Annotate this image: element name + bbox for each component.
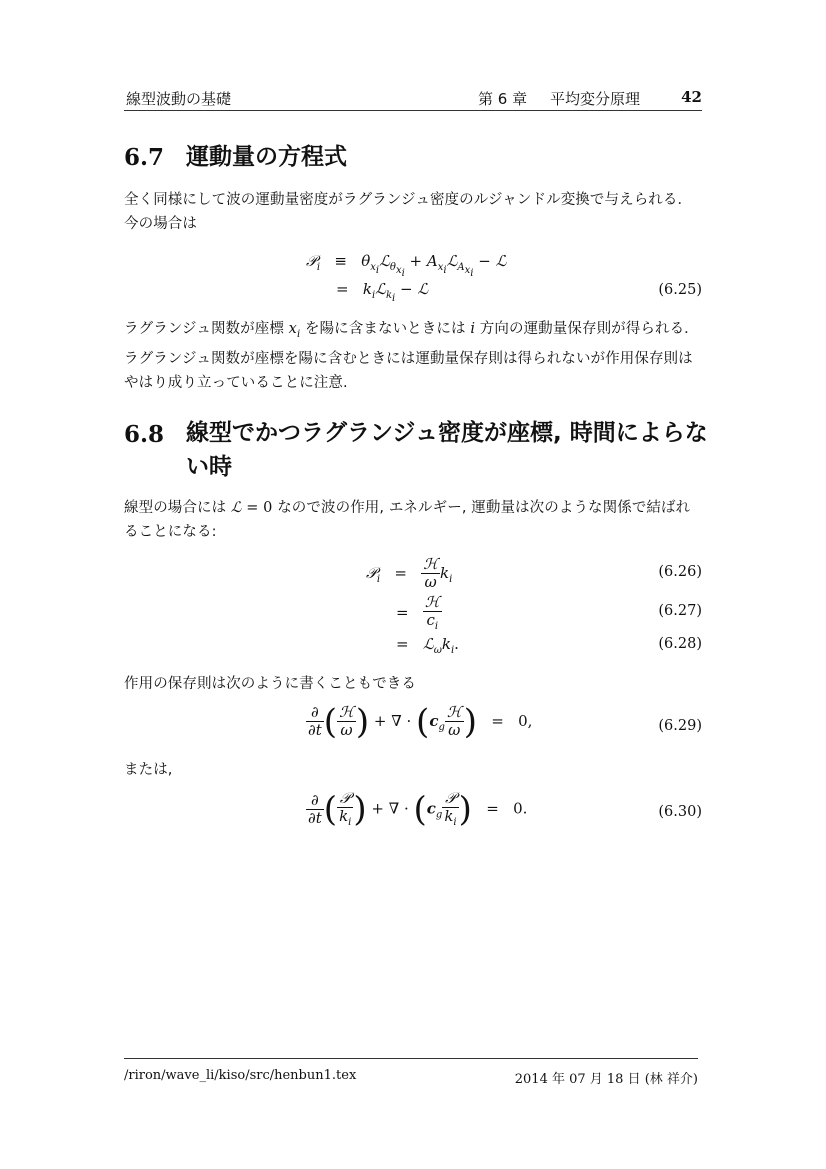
footer-date: 2014 年 07 月 18 日 (林 祥介)	[514, 1072, 698, 1087]
section-title-6-7: 運動量の方程式	[186, 144, 347, 170]
section-title-6-8-line1: 線型でかつラグランジュ密度が座標, 時間によらな	[186, 420, 708, 446]
equation-number-6-29: (6.29)	[658, 718, 702, 734]
section-title-6-8-line2: い時	[186, 454, 232, 480]
equation-6-25-line1: 𝒫$_i$ ≡ $\theta_{x_i}ℒ_{\theta_{x_i}}$ + $A_{x_i}ℒ_{A_{x_i}}$ − ℒ	[306, 252, 507, 279]
book-title: 線型波動の基礎	[126, 90, 232, 108]
chapter-title: 平均変分原理	[550, 90, 641, 108]
conservation-intro: 作用の保存則は次のように書くこともできる	[124, 676, 416, 692]
equation-6-29: $\frac{\partial}{\partial t}$ ( $\frac{\text{ℋ}}{\omega}$ ) + ∇ · ($c_g$ $\frac{\text{ℋ}}{\omega}$ ) = 0,	[308, 701, 533, 742]
equation-6-25-line2: = $k_iℒ_{k_i}$ − ℒ	[336, 280, 429, 304]
equation-number-6-30: (6.30)	[658, 804, 702, 820]
chapter-number: 第 6 章	[478, 90, 528, 108]
equation-6-26: 𝒫$_i$ = $\frac{\text{ℋ}}{\omega}$ $k_i$	[366, 555, 453, 592]
header-rule	[124, 110, 702, 111]
equation-number-6-25: (6.25)	[658, 282, 702, 298]
footer-rule	[124, 1058, 698, 1059]
running-header	[126, 88, 702, 110]
or-text: または,	[124, 762, 173, 778]
equation-number-6-26: (6.26)	[658, 564, 702, 580]
equation-6-27: = $\frac{\text{ℋ}}{c_i}$	[396, 593, 440, 633]
footer-path: /riron/wave_li/kiso/src/henbun1.tex	[124, 1068, 357, 1083]
section-6-7-after-equation: ラグランジュ関数が座標 $x_i$ を陽に含まないときには i 方向の運動量保存則が得られる．ラグランジュ関数が座標を陽に含むときには運動量保存則は得られないが作用保存則はやはり成り立っていることに注意.	[124, 321, 699, 391]
section-6-8-intro: 線型の場合には ℒ = 0 なので波の作用, エネルギー, 運動量は次のような関係で結ばれることになる:	[124, 500, 691, 540]
section-number-6-7: 6.7	[124, 144, 165, 171]
equation-number-6-28: (6.28)	[658, 636, 702, 652]
equation-6-30: $\frac{\partial}{\partial t}$ ( $\frac{\text{𝒫}}{k_i}$ ) + ∇ · ($c_g$ $\frac{\text{𝒫}}{k_i}$ ) = 0.	[308, 789, 528, 830]
section-number-6-8: 6.8	[124, 421, 165, 448]
page-number: 42	[681, 88, 702, 106]
equation-6-28: = $ℒ_\omega k_i$.	[396, 635, 459, 656]
section-6-7-intro: 全く同様にして波の運動量密度がラグランジュ密度のルジャンドル変換で与えられる．今の場合は	[124, 192, 693, 232]
equation-number-6-27: (6.27)	[658, 603, 702, 619]
